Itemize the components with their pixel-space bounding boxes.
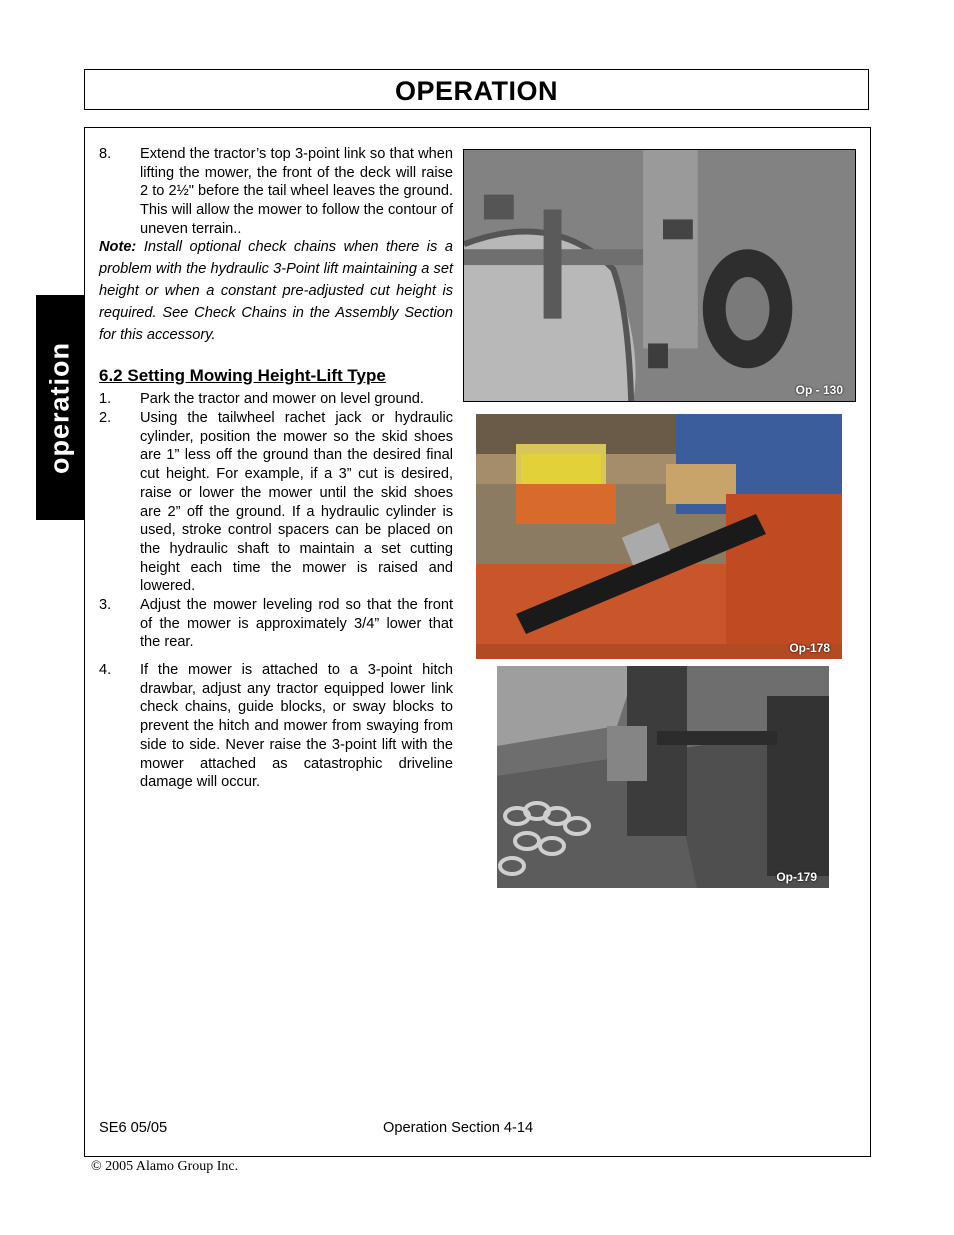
step-text: Park the tractor and mower on level ground. — [140, 391, 424, 407]
step-number: 8. — [99, 146, 112, 162]
section-heading: 6.2 Setting Mowing Height-Lift Type — [99, 366, 386, 385]
step-3 — [99, 596, 453, 652]
photo-label: Op - 130 — [795, 383, 843, 397]
copyright: © 2005 Alamo Group Inc. — [91, 1159, 239, 1174]
footer-doc-id: SE6 05/05 — [99, 1120, 168, 1136]
note-label: Note: — [99, 239, 137, 255]
step-4 — [99, 661, 453, 792]
step-text: If the mower is attached to a 3-point hitch drawbar, adjust any tractor equipped lower link check chains, guide blocks, or sway blocks to prevent the hitch and mower from swaying from side to side. Never raise the 3-point lift with the mower attached as catastrophic driveline damage will occur. — [140, 662, 453, 791]
step-number: 3. — [99, 597, 112, 613]
step-text: Extend the tractor’s top 3-point link so that when lifting the mower, the front of the deck will raise 2 to 2½" before the tail wheel leaves the ground. This will allow the mower to follow the contour of uneven terrain.. — [140, 146, 453, 237]
photo-tail-wheel — [463, 149, 856, 402]
hydraulic-cylinder-illustration — [476, 414, 842, 659]
note — [99, 236, 453, 346]
header-box — [84, 69, 869, 110]
step-8 — [99, 145, 453, 239]
step-number: 4. — [99, 662, 112, 678]
photo-check-chain — [497, 666, 829, 888]
page-title: OPERATION — [394, 76, 558, 106]
step-text: Using the tailwheel rachet jack or hydraulic cylinder, position the mower so the skid shoes are 1” less off the ground than the desired final cut height. For example, if a 3” cut is desired, raise or lower the mower until the skid shoes are 2” off the ground. If a hydraulic cylinder is used, stroke control spacers can be placed on the hydraulic shaft to maintain a set cutting height each time the mower is raised and lowered. — [140, 410, 453, 595]
step-number: 1. — [99, 391, 112, 407]
step-number: 2. — [99, 410, 112, 426]
side-tab — [36, 295, 84, 520]
photo-label: Op-179 — [776, 870, 817, 884]
photo-label: Op-178 — [789, 641, 830, 655]
tail-wheel-illustration — [464, 150, 855, 401]
footer-section: Operation Section 4-14 — [383, 1120, 534, 1136]
note-text: Install optional check chains when there is a problem with the hydraulic 3-Point lift maintaining a set height or when a constant pre-adjusted cut height is required. See Check Chains in the Assembly Section for this accessory. — [99, 239, 453, 343]
step-2 — [99, 409, 453, 596]
side-tab-label: operation — [44, 341, 75, 474]
photo-hydraulic-cylinder — [476, 414, 842, 659]
step-1 — [99, 390, 453, 409]
step-text: Adjust the mower leveling rod so that the front of the mower is approximately 3/4” lower that the rear. — [140, 597, 453, 651]
check-chain-illustration — [497, 666, 829, 888]
